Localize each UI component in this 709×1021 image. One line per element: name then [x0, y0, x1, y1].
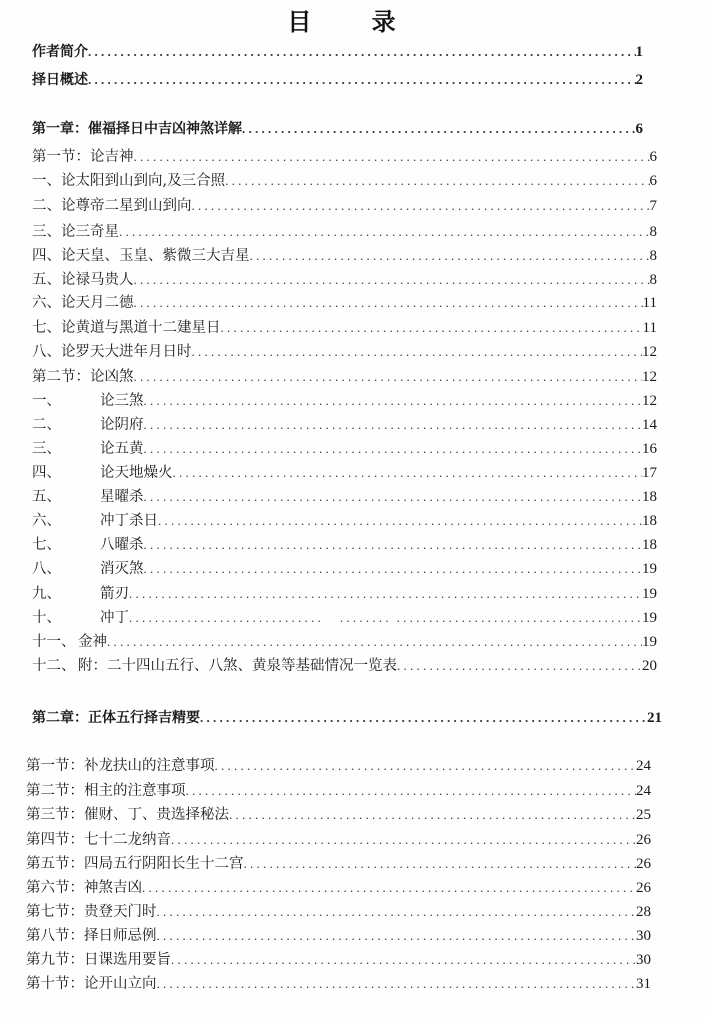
toc-page-number: 30 [636, 928, 651, 944]
dot-leader [144, 415, 643, 435]
toc-page-number: 24 [636, 758, 651, 774]
dot-leader [129, 584, 642, 604]
dot-leader [144, 391, 643, 411]
item-prefix: 十二、 [32, 658, 76, 674]
toc-page-number: 6 [649, 173, 657, 189]
toc-page-number: 19 [642, 586, 657, 602]
toc-page-number: 8 [649, 224, 657, 240]
dot-leader [397, 656, 642, 676]
dot-leader [158, 511, 642, 531]
toc-entry-label: 第三节：催财、丁、贵选择秘法 [26, 807, 229, 823]
toc-ch2-section[interactable] [26, 926, 651, 946]
toc-item[interactable] [32, 342, 657, 362]
toc-page-number: 1 [635, 44, 643, 60]
toc-page-number: 12 [642, 344, 657, 360]
toc-ch2-section[interactable] [26, 950, 651, 970]
toc-page-number: 21 [647, 710, 662, 726]
toc-entry-label: 论罗天大进年月日时 [61, 344, 192, 360]
toc-item[interactable] [32, 535, 657, 555]
toc-entry-label: 论五黄 [100, 441, 144, 457]
dot-leader [157, 926, 637, 946]
dot-leader [244, 854, 637, 874]
item-prefix: 一、 [32, 393, 61, 409]
toc-page-number: 11 [642, 320, 657, 336]
item-prefix: 六、 [32, 513, 61, 529]
dot-leader [200, 708, 647, 728]
toc-entry-label: 消灭煞 [100, 561, 144, 577]
toc-page-number: 31 [636, 976, 651, 992]
toc-page-number: 26 [636, 832, 651, 848]
toc-item[interactable] [32, 559, 657, 579]
dot-leader [171, 950, 636, 970]
dot-leader [157, 902, 637, 922]
toc-item[interactable] [32, 608, 657, 628]
dot-leader [88, 70, 636, 90]
toc-ch2-section[interactable] [26, 854, 651, 874]
toc-page-number: 8 [649, 248, 657, 264]
item-prefix: 二、 [32, 417, 61, 433]
toc-page-number: 17 [642, 465, 657, 481]
dot-leader [225, 171, 649, 191]
dot-leader [242, 119, 636, 139]
item-prefix: 十一、 [32, 634, 76, 650]
dot-leader [192, 196, 650, 216]
toc-entry-label: 星曜杀 [100, 489, 144, 505]
toc-item[interactable] [32, 293, 657, 313]
toc-entry-label: 论天皇、玉皇、紫微三大吉星 [61, 248, 250, 264]
toc-ch2-section[interactable] [26, 805, 651, 825]
toc-ch2-section[interactable] [26, 781, 651, 801]
toc-item[interactable] [32, 270, 657, 290]
dot-leader [144, 535, 643, 555]
toc-entry-label: 论阴府 [100, 417, 144, 433]
toc-chapter-2[interactable] [32, 708, 662, 728]
dot-leader [119, 222, 650, 242]
toc-entry-overview[interactable] [32, 70, 643, 90]
dot-leader [144, 439, 643, 459]
item-prefix: 四、 [32, 248, 61, 264]
toc-entry-label: 第五节：四局五行阴阳长生十二宫 [26, 856, 244, 872]
toc-entry-label: 箭刃 [100, 586, 129, 602]
toc-ch2-section[interactable] [26, 974, 651, 994]
toc-entry-label: 第一节：补龙扶山的注意事项 [26, 758, 215, 774]
toc-page-number: 25 [636, 807, 651, 823]
dot-leader [250, 246, 650, 266]
item-prefix: 三、 [32, 224, 61, 240]
dot-leader [88, 42, 636, 62]
item-prefix: 二、 [32, 198, 61, 214]
item-prefix: 六、 [32, 295, 61, 311]
toc-page-number: 18 [642, 489, 657, 505]
toc-page-number: 19 [642, 610, 657, 626]
toc-page-number: 14 [642, 417, 657, 433]
item-prefix: 十、 [32, 610, 61, 626]
toc-entry-label: 第九节：日课选用要旨 [26, 952, 171, 968]
toc-item[interactable] [32, 632, 657, 652]
toc-entry-label: 论黄道与黑道十二建星日 [61, 320, 221, 336]
dot-leader [192, 342, 643, 362]
dot-leader [186, 781, 637, 801]
dot-leader [229, 805, 636, 825]
toc-ch1-section-1[interactable] [32, 147, 657, 167]
toc-item[interactable] [32, 391, 657, 411]
toc-item[interactable] [32, 222, 657, 242]
toc-entry-label: 第八节：择日师忌例 [26, 928, 157, 944]
toc-page-number: 20 [642, 658, 657, 674]
dot-leader [215, 756, 637, 776]
toc-item[interactable] [32, 487, 657, 507]
toc-item[interactable] [32, 171, 657, 191]
toc-entry-label: 第二节：论凶煞 [32, 369, 134, 385]
toc-entry-label: 论尊帝二星到山到向 [61, 198, 192, 214]
toc-entry-label: 第六节：神煞吉凶 [26, 880, 142, 896]
toc-page-number: 7 [649, 198, 657, 214]
toc-item[interactable] [32, 584, 657, 604]
item-prefix: 四、 [32, 465, 61, 481]
toc-ch2-section[interactable] [26, 830, 651, 850]
toc-entry-label: 论禄马贵人 [61, 272, 134, 288]
toc-entry-label: 第二章：正体五行择吉精要 [32, 710, 200, 726]
toc-entry-label: 论太阳到山到向,及三合照 [61, 173, 226, 189]
toc-entry-label: 第七节：贵登天门时 [26, 904, 157, 920]
toc-item[interactable] [32, 511, 657, 531]
toc-entry-label: 第四节：七十二龙纳音 [26, 832, 171, 848]
dot-leader [144, 559, 643, 579]
toc-page-number: 18 [642, 513, 657, 529]
dot-leader [129, 608, 642, 628]
toc-entry-label: 冲丁杀日 [100, 513, 158, 529]
toc-item[interactable] [32, 656, 657, 676]
dot-leader [144, 487, 643, 507]
toc-item[interactable] [32, 318, 657, 338]
toc-entry-label: 第二节：相主的注意事项 [26, 783, 186, 799]
item-prefix: 五、 [32, 489, 61, 505]
toc-entry-label: 第一节：论吉神 [32, 149, 134, 165]
dot-leader [134, 147, 650, 167]
dot-leader [157, 974, 637, 994]
toc-page-number: 2 [635, 72, 643, 88]
toc-page-number: 6 [649, 149, 657, 165]
toc-page-number: 30 [636, 952, 651, 968]
item-prefix: 七、 [32, 537, 61, 553]
toc-entry-label: 论三煞 [100, 393, 144, 409]
toc-entry-label: 附：二十四山五行、八煞、黄泉等基础情况一览表 [78, 658, 397, 674]
dot-leader [107, 632, 642, 652]
dot-leader [134, 293, 643, 313]
toc-entry-label: 论天地燥火 [100, 465, 173, 481]
dot-leader [171, 830, 636, 850]
toc-entry-label: 论三奇星 [61, 224, 119, 240]
item-prefix: 九、 [32, 586, 61, 602]
toc-page-number: 11 [642, 295, 657, 311]
toc-ch2-section[interactable] [26, 878, 651, 898]
toc-ch1-section-2[interactable] [32, 367, 657, 387]
toc-page-number: 19 [642, 634, 657, 650]
toc-entry-label: 作者简介 [32, 44, 88, 60]
dot-leader [142, 878, 636, 898]
item-prefix: 五、 [32, 272, 61, 288]
toc-entry-label: 第十节：论开山立向 [26, 976, 157, 992]
toc-page-number: 24 [636, 783, 651, 799]
item-prefix: 八、 [32, 561, 61, 577]
toc-page-number: 26 [636, 880, 651, 896]
dot-leader [134, 367, 643, 387]
dot-leader [134, 270, 650, 290]
toc-entry-label: 冲丁 [100, 610, 129, 626]
toc-entry-label: 论天月二德 [61, 295, 134, 311]
item-prefix: 一、 [32, 173, 61, 189]
toc-chapter-1[interactable] [32, 119, 643, 139]
toc-entry-label: 金神 [78, 634, 107, 650]
toc-ch2-section[interactable] [26, 756, 651, 776]
toc-page-number: 6 [635, 121, 643, 137]
toc-item[interactable] [32, 439, 657, 459]
dot-leader [173, 463, 643, 483]
toc-page-number: 19 [642, 561, 657, 577]
toc-entry-author-intro[interactable] [32, 42, 643, 62]
toc-page-number: 16 [642, 441, 657, 457]
toc-item[interactable] [32, 246, 657, 266]
toc-item[interactable] [32, 463, 657, 483]
toc-item[interactable] [32, 415, 657, 435]
toc-page-number: 18 [642, 537, 657, 553]
toc-page-number: 12 [642, 369, 657, 385]
toc-entry-label: 择日概述 [32, 72, 88, 88]
item-prefix: 七、 [32, 320, 61, 336]
page-title: 目 录 [287, 8, 422, 36]
toc-entry-label: 八曜杀 [100, 537, 144, 553]
toc-entry-label: 第一章：催福择日中吉凶神煞详解 [32, 121, 242, 137]
toc-page-number: 12 [642, 393, 657, 409]
toc-item[interactable] [32, 196, 657, 216]
dot-leader [221, 318, 643, 338]
item-prefix: 八、 [32, 344, 61, 360]
toc-page-number: 28 [636, 904, 651, 920]
toc-page-number: 26 [636, 856, 651, 872]
item-prefix: 三、 [32, 441, 61, 457]
toc-page-number: 8 [649, 272, 657, 288]
toc-ch2-section[interactable] [26, 902, 651, 922]
